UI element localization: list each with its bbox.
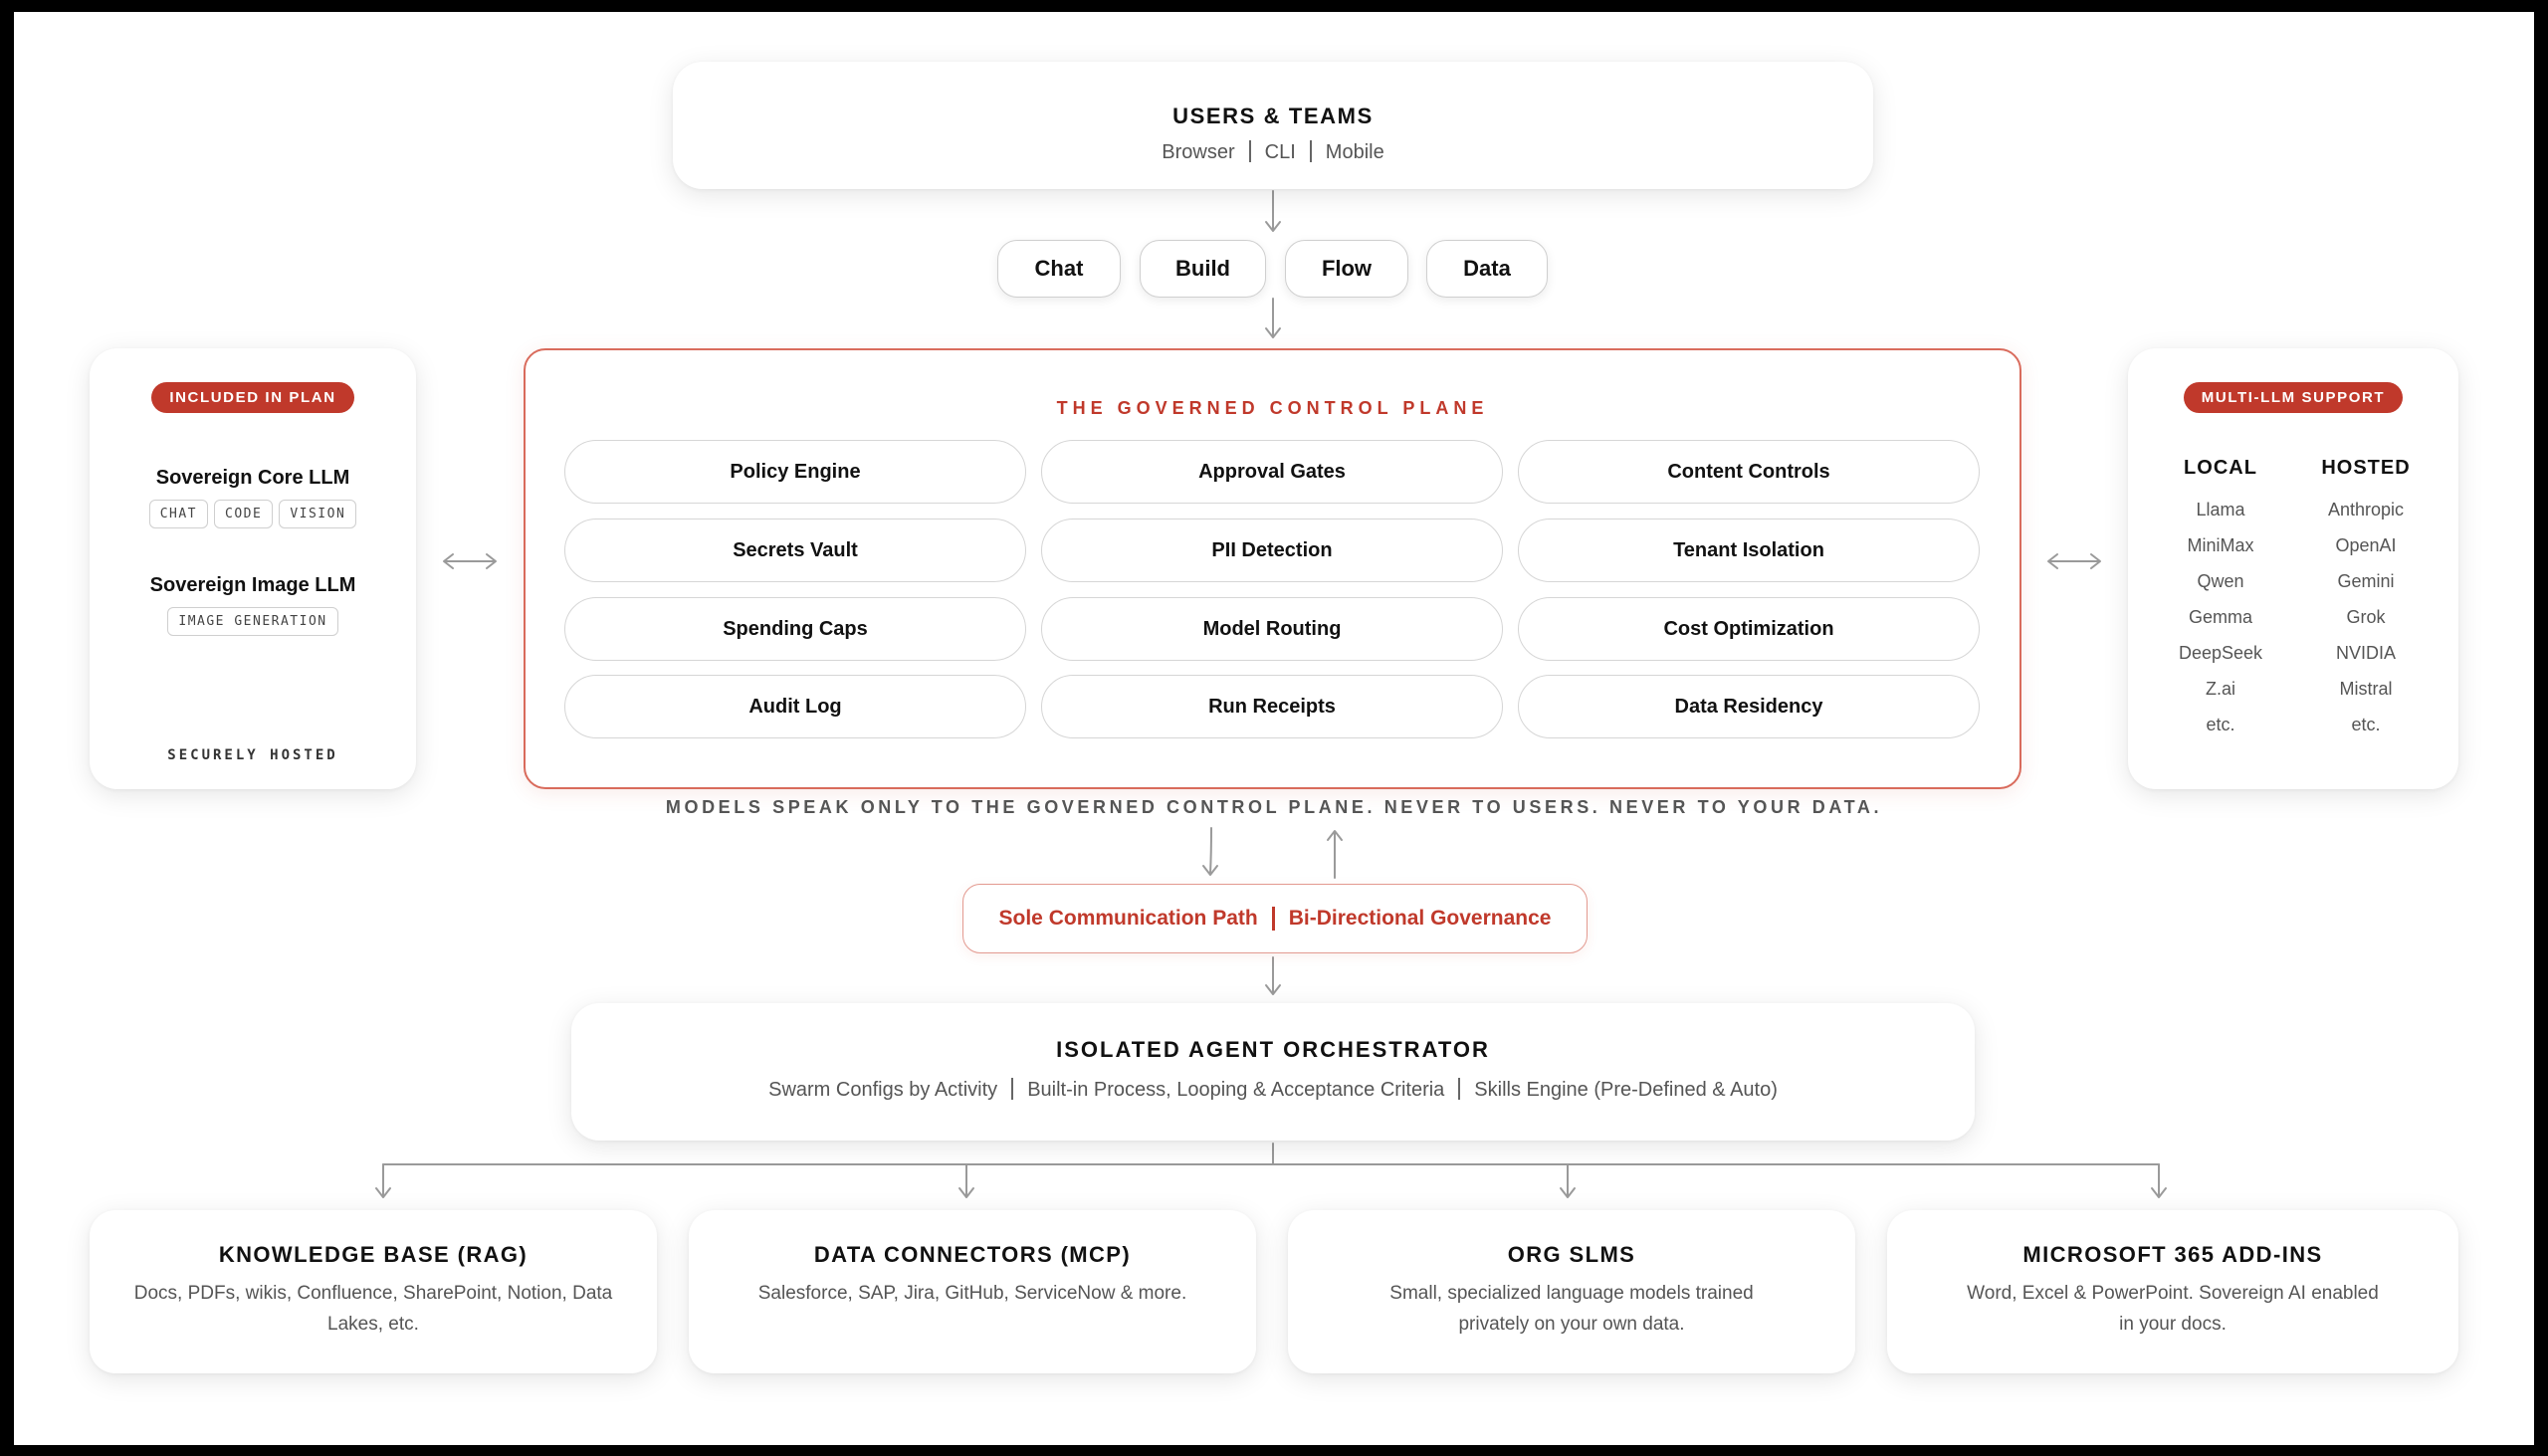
core-llm-tags xyxy=(90,500,416,528)
hosted-model: OpenAI xyxy=(2335,535,2397,555)
orchestrator-title: ISOLATED AGENT ORCHESTRATOR xyxy=(1056,1037,1490,1062)
feature-process: Built-in Process, Looping & Acceptance Criteria xyxy=(1027,1079,1445,1101)
local-column xyxy=(2148,444,2293,742)
hosted-model: Mistral xyxy=(2339,679,2393,699)
knowledge-base-title: KNOWLEDGE BASE (RAG) xyxy=(218,1242,529,1267)
data-connectors-desc: Salesforce, SAP, Jira, GitHub, ServiceNow & more. xyxy=(757,1283,1187,1304)
hosted-heading: HOSTED xyxy=(2321,457,2411,479)
models-caption: MODELS SPEAK ONLY TO THE GOVERNED CONTROL PLANE. NEVER TO USERS. NEVER TO YOUR DATA. xyxy=(665,797,1883,817)
cap-cost-optimization: Cost Optimization xyxy=(1518,597,1980,661)
cap-pii-detection: PII Detection xyxy=(1041,519,1503,582)
cap-tenant-isolation: Tenant Isolation xyxy=(1518,519,1980,582)
channel-cli: CLI xyxy=(1264,141,1296,163)
control-plane-title: THE GOVERNED CONTROL PLANE xyxy=(1056,398,1489,418)
cap-audit-log: Audit Log xyxy=(564,675,1026,738)
local-model: etc. xyxy=(2206,715,2235,734)
org-slms-desc: Small, specialized language models trained privately on your own data. xyxy=(1389,1283,1754,1335)
mode-chat-button[interactable]: Chat xyxy=(997,240,1121,298)
local-model: Llama xyxy=(2196,500,2245,520)
cap-model-routing: Model Routing xyxy=(1041,597,1503,661)
cap-run-receipts: Run Receipts xyxy=(1041,675,1503,738)
channel-browser: Browser xyxy=(1162,141,1235,163)
tag-chat: CHAT xyxy=(149,500,208,528)
m365-addins-card xyxy=(1887,1210,2458,1373)
orchestrator-card xyxy=(571,1003,1975,1141)
cap-spending-caps: Spending Caps xyxy=(564,597,1026,661)
image-llm-tags xyxy=(90,607,416,636)
local-heading: LOCAL xyxy=(2184,457,2257,479)
cap-secrets-vault: Secrets Vault xyxy=(564,519,1026,582)
m365-addins-desc: Word, Excel & PowerPoint. Sovereign AI enabled in your docs. xyxy=(1967,1283,2379,1335)
users-channels xyxy=(673,141,1873,164)
hosted-model: NVIDIA xyxy=(2335,643,2396,663)
communication-path-box xyxy=(962,884,1588,953)
hosted-model: Anthropic xyxy=(2327,500,2405,520)
cap-policy-engine: Policy Engine xyxy=(564,440,1026,504)
data-connectors-title: DATA CONNECTORS (MCP) xyxy=(813,1242,1132,1267)
arrow-down-icon xyxy=(1210,828,1211,874)
bidirectional-label: Bi-Directional Governance xyxy=(1288,907,1552,930)
image-llm-name: Sovereign Image LLM xyxy=(149,574,356,596)
orchestrator-features xyxy=(571,1079,1975,1102)
control-plane-panel xyxy=(524,348,2021,789)
tag-code: CODE xyxy=(214,500,273,528)
local-model: Z.ai xyxy=(2205,679,2235,699)
data-connectors-card xyxy=(689,1210,1256,1373)
multi-llm-card xyxy=(2128,348,2458,789)
tag-image-generation: IMAGE GENERATION xyxy=(167,607,337,636)
m365-addins-title: MICROSOFT 365 ADD-INS xyxy=(2022,1242,2323,1267)
diagram-canvas xyxy=(14,12,2534,1445)
hosted-model: Grok xyxy=(2346,607,2386,627)
tag-vision: VISION xyxy=(279,500,356,528)
included-plan-card xyxy=(90,348,416,789)
core-llm-name: Sovereign Core LLM xyxy=(155,467,350,489)
org-slms-card xyxy=(1288,1210,1855,1373)
feature-skills: Skills Engine (Pre-Defined & Auto) xyxy=(1474,1079,1778,1101)
hosted-model: etc. xyxy=(2351,715,2381,734)
model-columns xyxy=(2128,444,2458,742)
securely-hosted-label: SECURELY HOSTED xyxy=(167,747,338,763)
knowledge-base-card xyxy=(90,1210,657,1373)
cap-content-controls: Content Controls xyxy=(1518,440,1980,504)
hosted-column xyxy=(2293,444,2439,742)
local-model: MiniMax xyxy=(2187,535,2254,555)
users-teams-title: USERS & TEAMS xyxy=(1172,104,1374,128)
multi-llm-badge: MULTI-LLM SUPPORT xyxy=(2184,382,2403,413)
mode-data-button[interactable]: Data xyxy=(1426,240,1548,298)
hosted-model: Gemini xyxy=(2337,571,2395,591)
included-plan-badge: INCLUDED IN PLAN xyxy=(151,382,353,413)
sole-path-label: Sole Communication Path xyxy=(998,907,1258,930)
channel-mobile: Mobile xyxy=(1325,141,1384,163)
mode-flow-button[interactable]: Flow xyxy=(1285,240,1408,298)
users-teams-card xyxy=(673,62,1873,189)
knowledge-base-desc: Docs, PDFs, wikis, Confluence, SharePoint, Notion, Data Lakes, etc. xyxy=(133,1283,613,1335)
local-model: DeepSeek xyxy=(2178,643,2263,663)
local-model: Gemma xyxy=(2188,607,2252,627)
mode-build-button[interactable]: Build xyxy=(1140,240,1266,298)
local-model: Qwen xyxy=(2197,571,2244,591)
cap-approval-gates: Approval Gates xyxy=(1041,440,1503,504)
cap-data-residency: Data Residency xyxy=(1518,675,1980,738)
org-slms-title: ORG SLMS xyxy=(1507,1242,1636,1267)
feature-swarm: Swarm Configs by Activity xyxy=(768,1079,998,1101)
